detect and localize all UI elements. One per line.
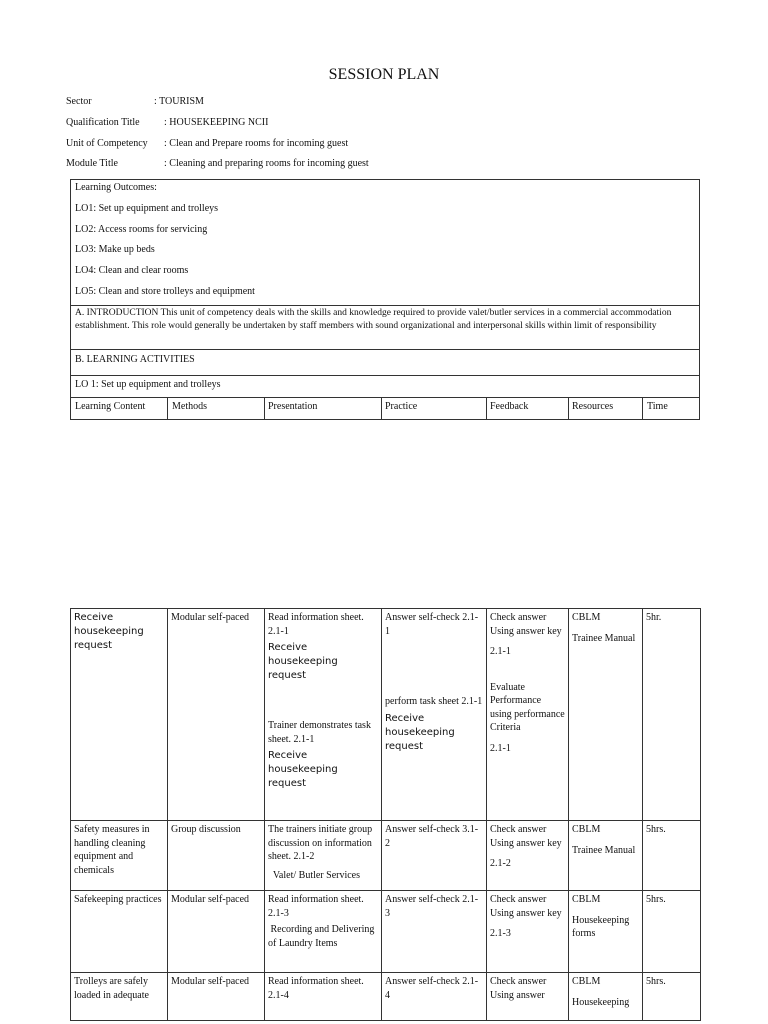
outcomes-section — [71, 180, 699, 306]
col-learning-content: Learning Content — [75, 401, 146, 412]
method-text: Modular self-paced — [171, 976, 250, 987]
cell-feedback — [487, 821, 569, 891]
resource-text: Housekeeping forms — [572, 914, 630, 939]
activities-table — [70, 608, 701, 1021]
cell-feedback — [487, 891, 569, 973]
cell-resources — [569, 609, 643, 821]
col-divider — [167, 398, 168, 420]
resource-text: CBLM — [572, 824, 601, 835]
feedback-text: Check answer Using answer key — [490, 824, 562, 849]
time-text: 5hr. — [646, 612, 662, 623]
cell-content — [71, 973, 168, 1021]
outcome-lo5: LO5: Clean and store trolleys and equipment — [75, 286, 255, 297]
introduction-text: A. INTRODUCTION This unit of competency deals with the skills and knowledge required to provide valet/butler services in a commercial accommodation establishment. This role would generally be undertaken by staff members with sound organizational and interpersonal skills within limit of responsibility — [75, 308, 672, 331]
outcome-lo4: LO4: Clean and clear rooms — [75, 265, 189, 276]
col-resources: Resources — [572, 401, 614, 412]
cell-practice — [382, 891, 487, 973]
presentation-topic: Valet/ Butler Services — [268, 869, 361, 881]
lo1-heading: LO 1: Set up equipment and trolleys — [75, 379, 221, 390]
feedback-text: Check answer Using answer key — [490, 612, 562, 637]
presentation-topic: Receive housekeeping request — [268, 642, 338, 681]
practice-task: perform task sheet 2.1-1 — [385, 696, 483, 707]
table-row — [71, 609, 701, 821]
cell-method — [168, 891, 265, 973]
practice-topic: Receive housekeeping request — [385, 712, 455, 752]
resource-text: Trainee Manual — [572, 632, 636, 644]
cell-time — [643, 891, 701, 973]
resource-text: Housekeeping — [572, 996, 630, 1008]
presentation-demo: Trainer demonstrates task sheet. 2.1-1 — [268, 720, 371, 745]
col-methods: Methods — [172, 401, 207, 412]
resource-text: Trainee Manual — [572, 844, 636, 856]
feedback-ref: 2.1-2 — [490, 858, 511, 869]
cell-content — [71, 821, 168, 891]
cell-practice — [382, 973, 487, 1021]
meta-key-unit: Unit of Competency — [66, 138, 148, 149]
presentation-text: Read information sheet. 2.1-1 — [268, 612, 364, 637]
table-row — [71, 973, 701, 1021]
cell-method — [168, 609, 265, 821]
practice-text: Answer self-check 2.1-1 — [385, 612, 479, 637]
presentation-topic: Recording and Delivering of Laundry Items — [268, 924, 377, 949]
time-text: 5hrs. — [646, 894, 666, 905]
resource-text: CBLM — [572, 976, 601, 987]
col-divider — [642, 398, 643, 420]
meta-value-sector: : TOURISM — [154, 96, 204, 107]
time-text: 5hrs. — [646, 824, 666, 835]
cell-time — [643, 973, 701, 1021]
content-text: Trolleys are safely loaded in adequate — [74, 976, 149, 1001]
practice-text: Answer self-check 3.1-2 — [385, 824, 479, 849]
col-feedback: Feedback — [490, 401, 529, 412]
cell-feedback — [487, 973, 569, 1021]
col-practice: Practice — [385, 401, 418, 412]
practice-text: Answer self-check 2.1-4 — [385, 976, 479, 1001]
presentation-text: Read information sheet. 2.1-3 — [268, 894, 364, 919]
page-title: SESSION PLAN — [328, 66, 440, 83]
cell-resources — [569, 973, 643, 1021]
cell-practice — [382, 609, 487, 821]
feedback-eval: Evaluate Performance using performance Criteria — [490, 681, 565, 733]
col-divider — [381, 398, 382, 420]
introduction-section — [71, 306, 699, 350]
col-time: Time — [647, 401, 668, 412]
outcome-lo1: LO1: Set up equipment and trolleys — [75, 203, 219, 214]
presentation-text: The trainers initiate group discussion on information sheet. 2.1-2 — [268, 824, 373, 862]
learning-activities-heading: B. LEARNING ACTIVITIES — [75, 354, 195, 365]
method-text: Modular self-paced — [171, 894, 250, 905]
table-row — [71, 891, 701, 973]
cell-content — [71, 891, 168, 973]
outcome-lo3: LO3: Make up beds — [75, 244, 155, 255]
feedback-ref: 2.1-1 — [490, 646, 511, 657]
cell-presentation — [265, 821, 382, 891]
cell-method — [168, 973, 265, 1021]
meta-value-unit: : Clean and Prepare rooms for incoming guest — [164, 138, 349, 149]
time-text: 5hrs. — [646, 976, 666, 987]
plan-box — [70, 179, 700, 420]
cell-presentation — [265, 973, 382, 1021]
feedback-text: Check answer Using answer key — [490, 894, 562, 919]
practice-text: Answer self-check 2.1-3 — [385, 894, 479, 919]
cell-presentation — [265, 891, 382, 973]
col-divider — [264, 398, 265, 420]
feedback-text: Check answer Using answer — [490, 976, 547, 1001]
cell-time — [643, 609, 701, 821]
cell-time — [643, 821, 701, 891]
feedback-ref: 2.1-1 — [490, 742, 511, 754]
cell-method — [168, 821, 265, 891]
table-row — [71, 821, 701, 891]
meta-key-module: Module Title — [66, 158, 118, 169]
meta-key-qualification: Qualification Title — [66, 117, 140, 128]
presentation-text: Read information sheet. 2.1-4 — [268, 976, 364, 1001]
lo1-section — [71, 376, 699, 398]
feedback-ref: 2.1-3 — [490, 928, 511, 939]
resource-text: CBLM — [572, 894, 601, 905]
col-presentation: Presentation — [268, 401, 318, 412]
content-text: Safekeeping practices — [74, 894, 162, 905]
meta-value-qualification: : HOUSEKEEPING NCII — [164, 117, 269, 128]
column-header-row — [71, 398, 699, 420]
cell-resources — [569, 821, 643, 891]
col-divider — [486, 398, 487, 420]
method-text: Modular self-paced — [171, 612, 250, 623]
cell-resources — [569, 891, 643, 973]
cell-practice — [382, 821, 487, 891]
col-divider — [568, 398, 569, 420]
cell-content — [71, 609, 168, 821]
learning-activities-section — [71, 350, 699, 376]
presentation-topic: Receive housekeeping request — [268, 750, 338, 789]
meta-key-sector: Sector — [66, 96, 92, 107]
meta-value-module: : Cleaning and preparing rooms for incoming guest — [164, 158, 369, 169]
content-text: Receive housekeeping request — [74, 612, 144, 651]
cell-presentation — [265, 609, 382, 821]
outcome-lo2: LO2: Access rooms for servicing — [75, 224, 208, 235]
method-text: Group discussion — [171, 824, 241, 835]
cell-feedback — [487, 609, 569, 821]
content-text: Safety measures in handling cleaning equipment and chemicals — [74, 824, 150, 876]
resource-text: CBLM — [572, 612, 601, 623]
outcomes-heading: Learning Outcomes: — [75, 182, 157, 193]
